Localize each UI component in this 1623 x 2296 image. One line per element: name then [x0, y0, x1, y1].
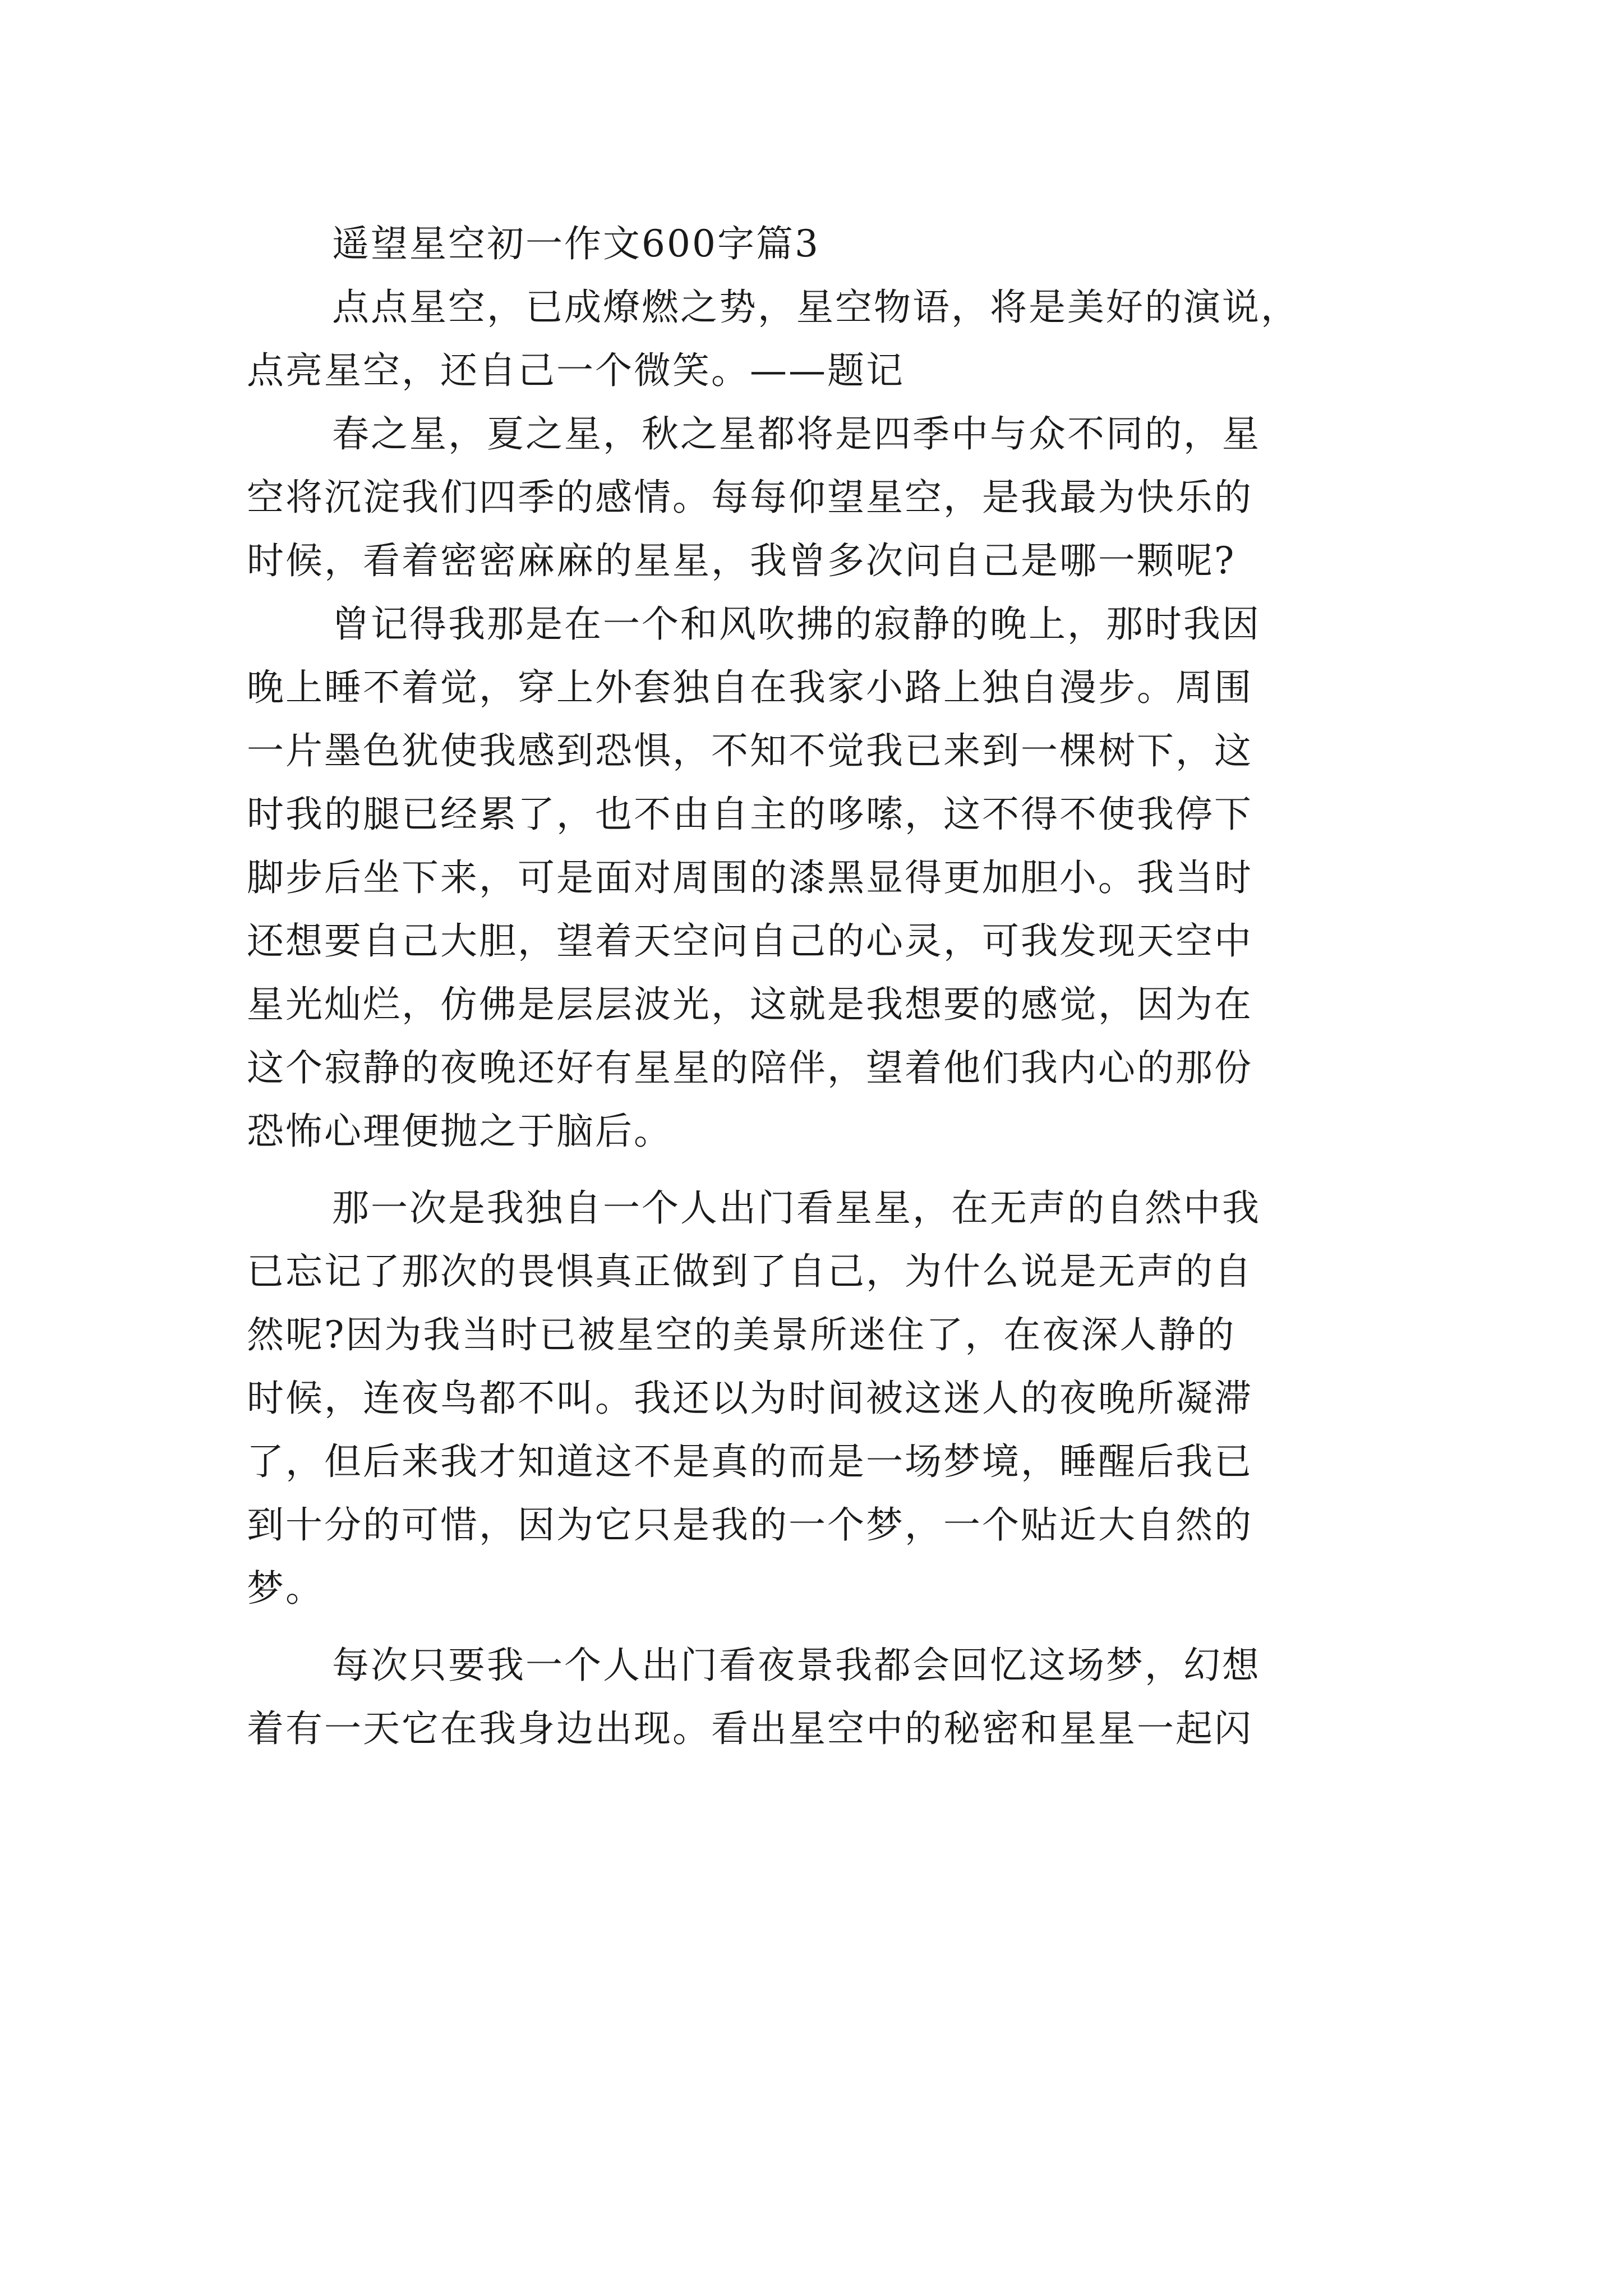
paragraph-line: 每次只要我一个人出门看夜景我都会回忆这场梦，幻想 — [332, 1644, 1261, 1687]
paragraph-line: 空将沉淀我们四季的感情。每每仰望星空，是我最为快乐的 — [247, 476, 1253, 519]
paragraph-line: 了，但后来我才知道这不是真的而是一场梦境，睡醒后我已 — [247, 1440, 1253, 1483]
paragraph-line: 然呢?因为我当时已被星空的美景所迷住了，在夜深人静的 — [247, 1313, 1236, 1356]
paragraph-line: 恐怖心理便抛之于脑后。 — [247, 1110, 672, 1153]
document-title: 遥望星空初一作文600字篇3 — [332, 222, 820, 265]
paragraph-line: 一片墨色犹使我感到恐惧，不知不觉我已来到一棵树下，这 — [247, 729, 1253, 772]
paragraph-line: 点点星空，已成燎燃之势，星空物语，将是美好的演说， — [332, 286, 1299, 329]
paragraph-line: 点亮星空，还自己一个微笑。——题记 — [247, 349, 905, 392]
document-body — [247, 212, 1385, 1760]
paragraph-2 — [247, 402, 1385, 592]
paragraph-line: 星光灿烂，仿佛是层层波光，这就是我想要的感觉，因为在 — [247, 983, 1253, 1026]
paragraph-line: 春之星，夏之星，秋之星都将是四季中与众不同的，星 — [332, 412, 1261, 455]
paragraph-line: 已忘记了那次的畏惧真正做到了自己，为什么说是无声的自 — [247, 1250, 1253, 1293]
paragraph-line: 时我的腿已经累了，也不由自主的哆嗦，这不得不使我停下 — [247, 793, 1253, 836]
paragraph-line: 时候，看着密密麻麻的星星，我曾多次问自己是哪一颗呢? — [247, 539, 1236, 582]
paragraph-line: 还想要自己大胆，望着天空问自己的心灵，可我发现天空中 — [247, 919, 1253, 963]
paragraph-line: 脚步后坐下来，可是面对周围的漆黑显得更加胆小。我当时 — [247, 856, 1253, 899]
paragraph-line: 晚上睡不着觉，穿上外套独自在我家小路上独自漫步。周围 — [247, 666, 1253, 709]
paragraph-line: 到十分的可惜，因为它只是我的一个梦，一个贴近大自然的 — [247, 1503, 1253, 1547]
paragraph-4 — [247, 1176, 1385, 1620]
paragraph-line: 着有一天它在我身边出现。看出星空中的秘密和星星一起闪 — [247, 1707, 1253, 1750]
paragraph-line: 时候，连夜鸟都不叫。我还以为时间被这迷人的夜晚所凝滞 — [247, 1377, 1253, 1420]
paragraph-spacer — [247, 1620, 1385, 1634]
paragraph-5 — [247, 1634, 1385, 1760]
paragraph-line: 梦。 — [247, 1567, 324, 1610]
paragraph-1 — [247, 275, 1385, 402]
paragraph-line: 那一次是我独自一个人出门看星星，在无声的自然中我 — [332, 1186, 1261, 1230]
paragraph-spacer — [247, 1163, 1385, 1176]
paragraph-line: 这个寂静的夜晚还好有星星的陪伴，望着他们我内心的那份 — [247, 1046, 1253, 1089]
paragraph-line: 曾记得我那是在一个和风吹拂的寂静的晚上，那时我因 — [332, 602, 1261, 646]
paragraph-3 — [247, 592, 1385, 1163]
